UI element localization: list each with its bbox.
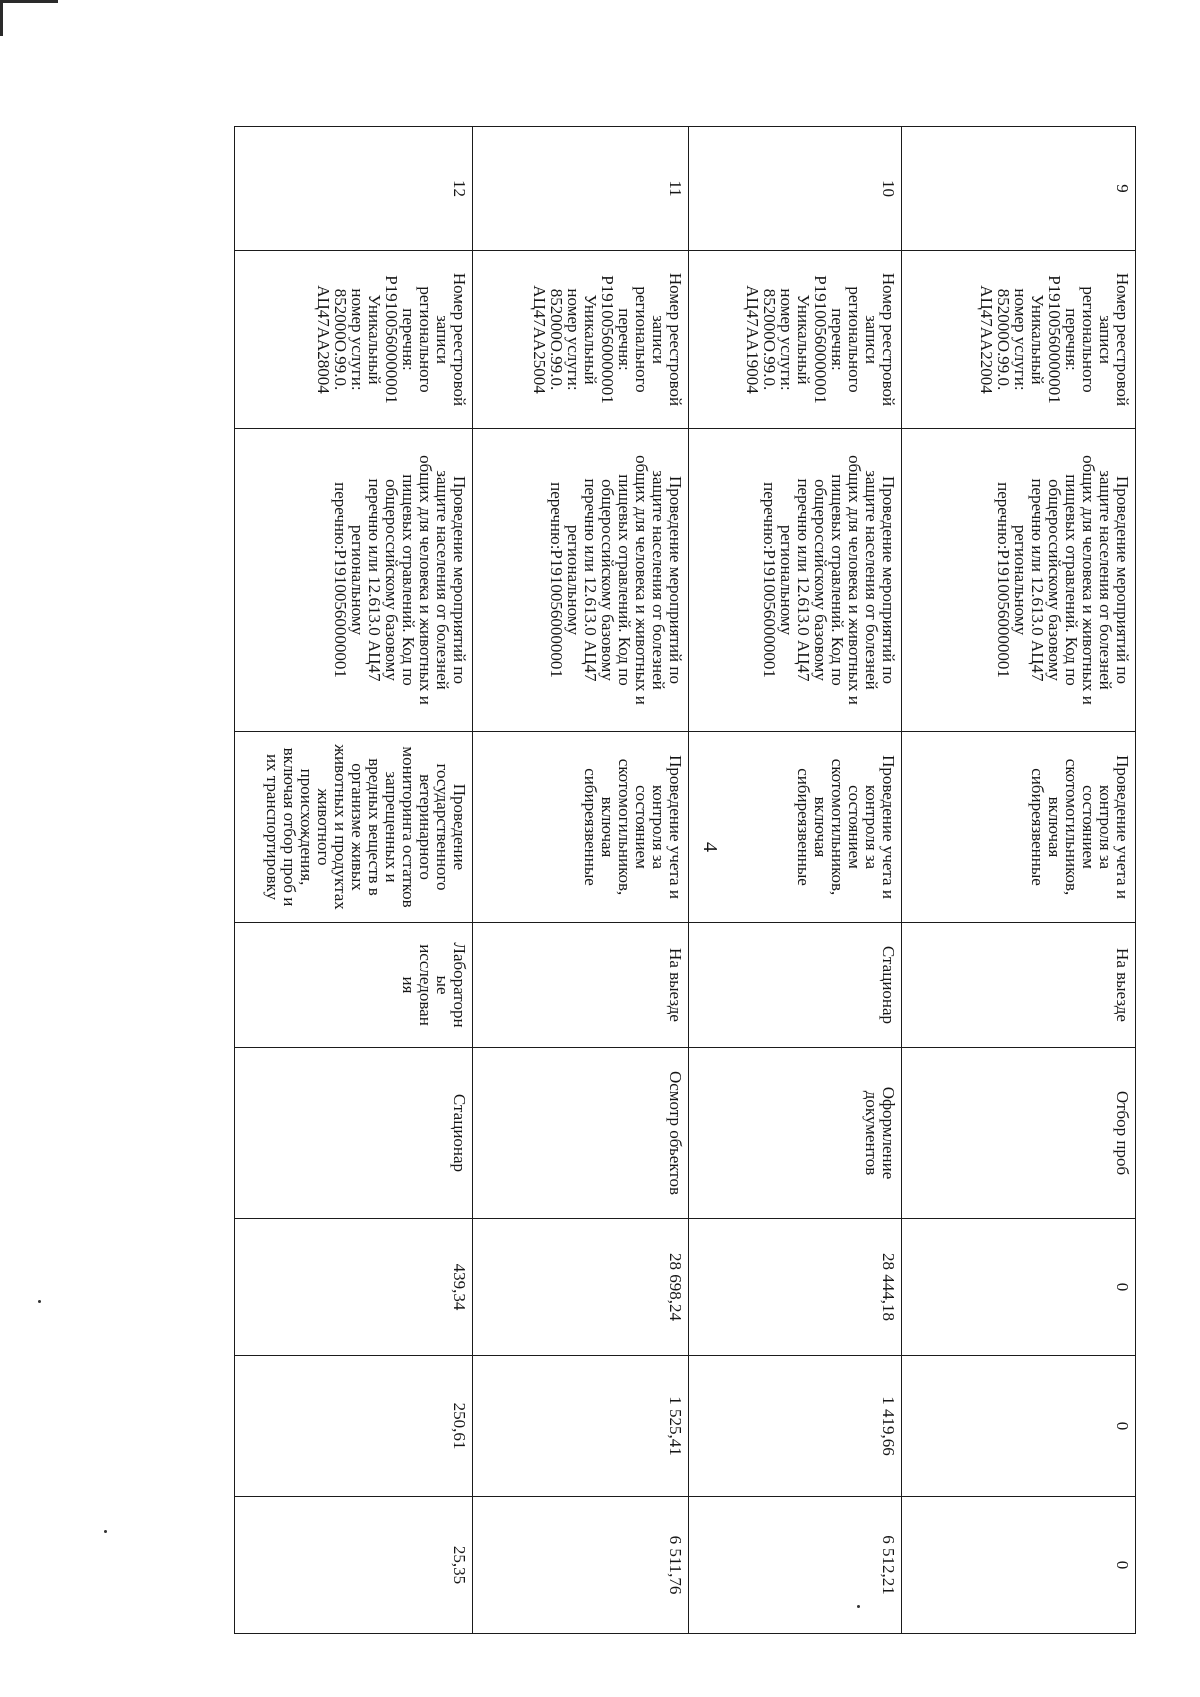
scan-speck: [38, 1300, 41, 1303]
scan-edge-mark: [0, 0, 58, 3]
value-cell: 6 511,76: [473, 1497, 689, 1634]
table-row: [473, 127, 689, 1634]
table-row: [689, 127, 902, 1634]
work-content-cell: Проведение учета и контроля за состоянием скотомогильников, включая сибиреязвенные: [902, 732, 1136, 923]
form-cell: Оформление документов: [689, 1048, 902, 1219]
value-cell: 439,34: [235, 1219, 473, 1356]
value-cell: 1 525,41: [473, 1356, 689, 1497]
work-content-cell: Проведение учета и контроля за состоянием скотомогильников, включая сибиреязвенные: [689, 732, 902, 923]
value-cell: 0: [902, 1219, 1136, 1356]
condition-cell: Стационар: [689, 923, 902, 1048]
row-number-cell: 10: [689, 127, 902, 251]
scan-edge-mark: [0, 0, 3, 36]
work-content-cell: Проведение учета и контроля за состоянием скотомогильников, включая сибиреязвенные: [473, 732, 689, 923]
services-table: [234, 126, 1136, 1634]
form-cell: Осмотр объектов: [473, 1048, 689, 1219]
value-cell: 250,61: [235, 1356, 473, 1497]
value-cell: 28 698,24: [473, 1219, 689, 1356]
service-name-cell: Проведение мероприятий по защите населения от болезней общих для человека и животных и пищевых отравлений. Код по общероссийскому базовому перечню или 12.613.0 АЦ47 региональному перечню:Р19100560000001: [235, 429, 473, 732]
condition-cell: На выезде: [473, 923, 689, 1048]
registry-cell: Номер реестровой записи регионального перечня: Р19100560000001 Уникальный номер услуги: 852000О.99.0. АЦ47АА25004: [473, 251, 689, 429]
row-number-cell: 12: [235, 127, 473, 251]
value-cell: 0: [902, 1356, 1136, 1497]
service-name-cell: Проведение мероприятий по защите населения от болезней общих для человека и животных и пищевых отравлений. Код по общероссийскому базовому перечню или 12.613.0 АЦ47 региональному перечню:Р19100560000001: [902, 429, 1136, 732]
row-number-cell: 11: [473, 127, 689, 251]
scan-speck: [104, 1530, 107, 1533]
value-cell: 25,35: [235, 1497, 473, 1634]
form-cell: Отбор проб: [902, 1048, 1136, 1219]
table-row: [902, 127, 1136, 1634]
condition-cell: На выезде: [902, 923, 1136, 1048]
work-content-cell: Проведение государственного ветеринарного мониторинга остатков запрещенных и вредных веществ в организме живых животных и продуктах животного происхождения, включая отбор проб и их транспортировку: [235, 732, 473, 923]
registry-cell: Номер реестровой записи регионального перечня: Р19100560000001 Уникальный номер услуги: 852000О.99.0. АЦ47АА22004: [902, 251, 1136, 429]
rotated-table-container: [234, 126, 1136, 1633]
table-row: [235, 127, 473, 1634]
value-cell: 1 419,66: [689, 1356, 902, 1497]
form-cell: Стационар: [235, 1048, 473, 1219]
value-cell: 0: [902, 1497, 1136, 1634]
row-number-cell: 9: [902, 127, 1136, 251]
service-name-cell: Проведение мероприятий по защите населения от болезней общих для человека и животных и пищевых отравлений. Код по общероссийскому базовому перечню или 12.613.0 АЦ47 региональному перечню:Р19100560000001: [689, 429, 902, 732]
registry-cell: Номер реестровой записи регионального перечня: Р19100560000001 Уникальный номер услуги: 852000О.99.0. АЦ47АА28004: [235, 251, 473, 429]
page-number: 4: [699, 842, 721, 852]
value-cell: 28 444,18: [689, 1219, 902, 1356]
value-cell: 6 512,21: [689, 1497, 902, 1634]
registry-cell: Номер реестровой записи регионального перечня: Р19100560000001 Уникальный номер услуги: 852000О.99.0. АЦ47АА19004: [689, 251, 902, 429]
condition-cell: Лабораторн ые исследован ия: [235, 923, 473, 1048]
service-name-cell: Проведение мероприятий по защите населения от болезней общих для человека и животных и пищевых отравлений. Код по общероссийскому базовому перечню или 12.613.0 АЦ47 региональному перечню:Р19100560000001: [473, 429, 689, 732]
